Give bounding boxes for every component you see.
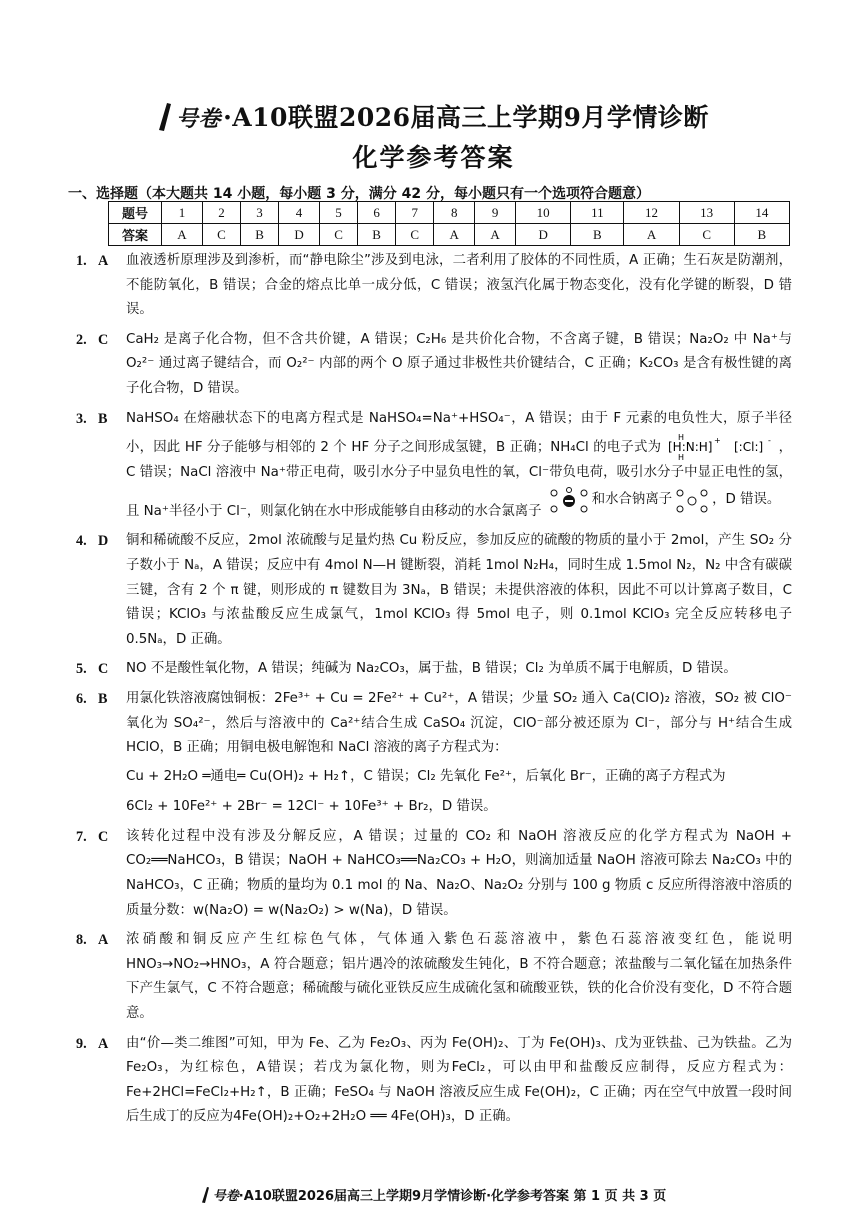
answer-cell: B <box>358 224 396 246</box>
question-number: 2 <box>202 202 240 224</box>
answer-cell: C <box>202 224 240 246</box>
answer-cell: A <box>475 224 516 246</box>
brand-logo-text: 号卷 <box>176 106 222 132</box>
explanation-item-5 <box>76 657 792 682</box>
answer-cell: C <box>679 224 734 246</box>
item-number: 4. <box>76 533 87 550</box>
item-text-part-1: 用氯化铁溶液腐蚀铜板：2Fe³⁺ + Cu = 2Fe²⁺ + Cu²⁺，A 错误；少量 SO₂ 通入 Ca(ClO)₂ 溶液，SO₂ 被 ClO⁻氧化为 SO₄²⁻，然后与溶液中的 Ca²⁺结合生成 CaSO₄ 沉淀，ClO⁻部分被还原为 Cl⁻，部分与 H⁺结合生成 HClO，B 正确；用铜电极电解饱和 NaCl 溶液的离子方程式为： <box>126 690 792 756</box>
question-number: 8 <box>434 202 475 224</box>
footer-brand-logo <box>201 1186 210 1208</box>
item-text: 浓硝酸和铜反应产生红棕色气体，气体通入紫色石蕊溶液中，紫色石蕊溶液变红色，能说明 HNO₃→NO₂→HNO₃，A 符合题意；铝片遇冷的浓硫酸发生钝化，B 不符合题意；浓盐酸与二氧化锰在加热条件下产生氯气，C 不符合题意；稀硫酸与硫化亚铁反应生成硫化氢和硫酸亚铁，铁的化合价没有变化，D 不符合题意。 <box>126 932 792 1022</box>
item-number: 9. <box>76 1035 87 1052</box>
item-number: 2. <box>76 331 87 348</box>
item-text: 铜和稀硫酸不反应，2mol 浓硫酸与足量灼热 Cu 粉反应，参加反应的硫酸的物质的量小于 2mol，产生 SO₂ 分子数小于 Nₐ，A 错误；反应中有 4mol N—H 键断裂，消耗 1mol N₂H₄，同时生成 1.5mol N₂，N₂ 中含有碳碳三键，含有 2 个 π 键，则形成的 π 键数目为 3Nₐ，B 错误；未提供溶液的体积，因此不可以计算离子数目，C 错误；KClO₃ 与浓盐酸反应生成氯气，1mol KClO₃ 得 5mol 电子，则 0.1mol KClO₃ 完全反应转移电子 0.5Nₐ，D 正确。 <box>126 533 792 647</box>
explanation-item-6 <box>76 687 792 820</box>
item-text-part-4: ，D 错误。 <box>712 492 781 508</box>
page-footer <box>0 1185 867 1208</box>
question-number: 14 <box>734 202 789 224</box>
item-number: 8. <box>76 932 87 949</box>
explanation-item-7 <box>76 825 792 923</box>
item-answer: C <box>98 331 109 348</box>
answer-cell: B <box>241 224 279 246</box>
explanation-item-3 <box>76 407 792 525</box>
svg-text:H: H <box>677 453 684 462</box>
hydrated-chloride-ion-figure <box>546 487 592 515</box>
question-number: 11 <box>571 202 624 224</box>
item-text-part-3: 和水合钠离子 <box>591 492 673 508</box>
question-number: 4 <box>279 202 320 224</box>
footer-logo-text: 号卷 <box>212 1189 239 1204</box>
page-title <box>0 98 867 138</box>
item-number: 5. <box>76 661 87 678</box>
explanation-item-1 <box>76 249 792 323</box>
svg-text:+: + <box>713 436 721 446</box>
question-number: 3 <box>241 202 279 224</box>
page-subtitle: 化学参考答案 <box>352 143 515 172</box>
item-number: 7. <box>76 828 87 845</box>
explanation-item-8 <box>76 928 792 1026</box>
svg-text:-: - <box>768 436 772 446</box>
answer-table-row1-label: 题号 <box>109 202 162 224</box>
svg-text:H: H <box>677 433 684 443</box>
item-text: 血液透析原理涉及到渗析，而“静电除尘”涉及到电泳，二者利用了胶体的不同性质，A 正确；生石灰是防潮剂，不能防氧化，B 错误；合金的熔点比单一成分低，C 错误；液氢汽化属于物态变化，没有化学键的断裂，D 错误。 <box>126 253 792 318</box>
item-answer: C <box>98 661 109 678</box>
answer-table-number-row <box>109 202 790 224</box>
item-text-part-2: ，C 错误；NaCl 溶液中 Na⁺带正电荷，吸引水分子中显负电性的氧，Cl⁻带负电荷，吸引水分子中显正电性的氢，且 Na⁺半径小于 Cl⁻，则氯化钠在水中形成能够自由移动的水合氯离子 <box>126 440 792 519</box>
explanation-item-9 <box>76 1032 792 1130</box>
item-answer: C <box>98 828 109 845</box>
answer-cell: D <box>279 224 320 246</box>
answer-table-answer-row <box>109 224 790 246</box>
answer-table <box>108 201 790 246</box>
svg-text:[:Cl:]: [:Cl:] <box>734 440 764 455</box>
item-text: 由“价—类二维图”可知，甲为 Fe、乙为 Fe₂O₃、丙为 Fe(OH)₂、丁为 Fe(OH)₃、戊为亚铁盐、己为铁盐。乙为Fe₂O₃，为红棕色，A错误；若戊为氯化物，则为FeCl₂，可以由甲和盐酸反应制得，反应方程式为：Fe+2HCl=FeCl₂+H₂↑，B 正确；FeSO₄ 与 NaOH 溶液反应生成 Fe(OH)₂，C 正确；丙在空气中放置一段时间后生成丁的反应为4Fe(OH)₂+O₂+2H₂O ══ 4Fe(OH)₃，D 正确。 <box>126 1035 792 1125</box>
question-number: 1 <box>162 202 203 224</box>
item-answer: B <box>98 690 108 707</box>
question-number: 6 <box>358 202 396 224</box>
item-text <box>126 407 792 525</box>
item-answer: B <box>98 410 108 427</box>
answer-cell: A <box>162 224 203 246</box>
svg-text:[H:N:H]: [H:N:H] <box>667 440 713 455</box>
title-text: ·A10联盟2026届高三上学期9月学情诊断 <box>223 103 709 132</box>
ammonium-chloride-electron-formula-figure <box>666 433 779 462</box>
item-answer: A <box>98 253 109 269</box>
equation-line-2: 6Cl₂ + 10Fe²⁺ + 2Br⁻ = 12Cl⁻ + 10Fe³⁺ + Br₂，D 错误。 <box>126 799 497 815</box>
item-number: 3. <box>76 410 87 427</box>
answer-cell: A <box>434 224 475 246</box>
answer-table-row2-label: 答案 <box>109 224 162 246</box>
answer-cell: B <box>571 224 624 246</box>
hydrated-ion-figures <box>546 486 780 516</box>
brand-logo <box>158 102 172 138</box>
question-number: 13 <box>679 202 734 224</box>
section-heading: 一、选择题（本大题共 14 小题，每小题 3 分，满分 42 分，每小题只有一个选项符合题意） <box>68 186 650 202</box>
item-answer: A <box>98 1035 109 1052</box>
item-number: 1. <box>76 253 87 269</box>
item-answer: D <box>98 533 109 550</box>
question-number: 9 <box>475 202 516 224</box>
question-number: 7 <box>396 202 434 224</box>
item-text-part-1: NaHSO₄ 在熔融状态下的电离方程式是 NaHSO₄=Na⁺+HSO₄⁻，A 错误；由于 F 元素的电负性大，原子半径小，因此 HF 分子能够与相邻的 2 个 HF 分子之间形成氢键，B 正确；NH₄Cl 的电子式为 <box>126 410 792 456</box>
answer-cell: A <box>624 224 679 246</box>
answer-cell: C <box>396 224 434 246</box>
item-text: CaH₂ 是离子化合物，但不含共价键，A 错误；C₂H₆ 是共价化合物，不含离子键，B 错误；Na₂O₂ 中 Na⁺与 O₂²⁻ 通过离子键结合，而 O₂²⁻ 内部的两个 O 原子通过非极性共价键结合，C 正确；K₂CO₃ 是含有极性键的离子化合物，D 错误。 <box>126 331 792 396</box>
answer-cell: C <box>320 224 358 246</box>
question-number: 10 <box>516 202 571 224</box>
explanation-list <box>76 249 792 1135</box>
footer-text: ·A10联盟2026届高三上学期9月学情诊断·化学参考答案 第 1 页 共 3 页 <box>238 1189 667 1204</box>
answer-cell: B <box>734 224 789 246</box>
item-text: NO 不是酸性氧化物，A 错误；纯碱为 Na₂CO₃，属于盐，B 错误；Cl₂ 为单质不属于电解质，D 错误。 <box>126 661 737 677</box>
explanation-item-4 <box>76 529 792 652</box>
item-text: 该转化过程中没有涉及分解反应，A 错误；过量的 CO₂ 和 NaOH 溶液反应的化学方程式为 NaOH + CO₂══NaHCO₃，B 错误；NaOH + NaHCO₃══Na₂CO₃ + H₂O，则滴加适量 NaOH 溶液可除去 Na₂CO₃ 中的 NaHCO₃，C 正确；物质的量均为 0.1 mol 的 Na、Na₂O、Na₂O₂ 分别与 100 g 物质 c 反应所得溶液中溶质的质量分数：w(Na₂O) = w(Na₂O₂) > w(Na)，D 错误。 <box>126 828 792 918</box>
answer-cell: D <box>516 224 571 246</box>
explanation-item-2 <box>76 328 792 402</box>
item-number: 6. <box>76 690 87 707</box>
hydrated-sodium-ion-figure <box>672 487 712 515</box>
question-number: 5 <box>320 202 358 224</box>
item-answer: A <box>98 932 109 949</box>
equation-line-1: Cu + 2H₂O ═通电═ Cu(OH)₂ + H₂↑，C 错误；Cl₂ 先氧化 Fe²⁺，后氧化 Br⁻，正确的离子方程式为 <box>126 768 726 784</box>
question-number: 12 <box>624 202 679 224</box>
item-text <box>126 687 792 820</box>
